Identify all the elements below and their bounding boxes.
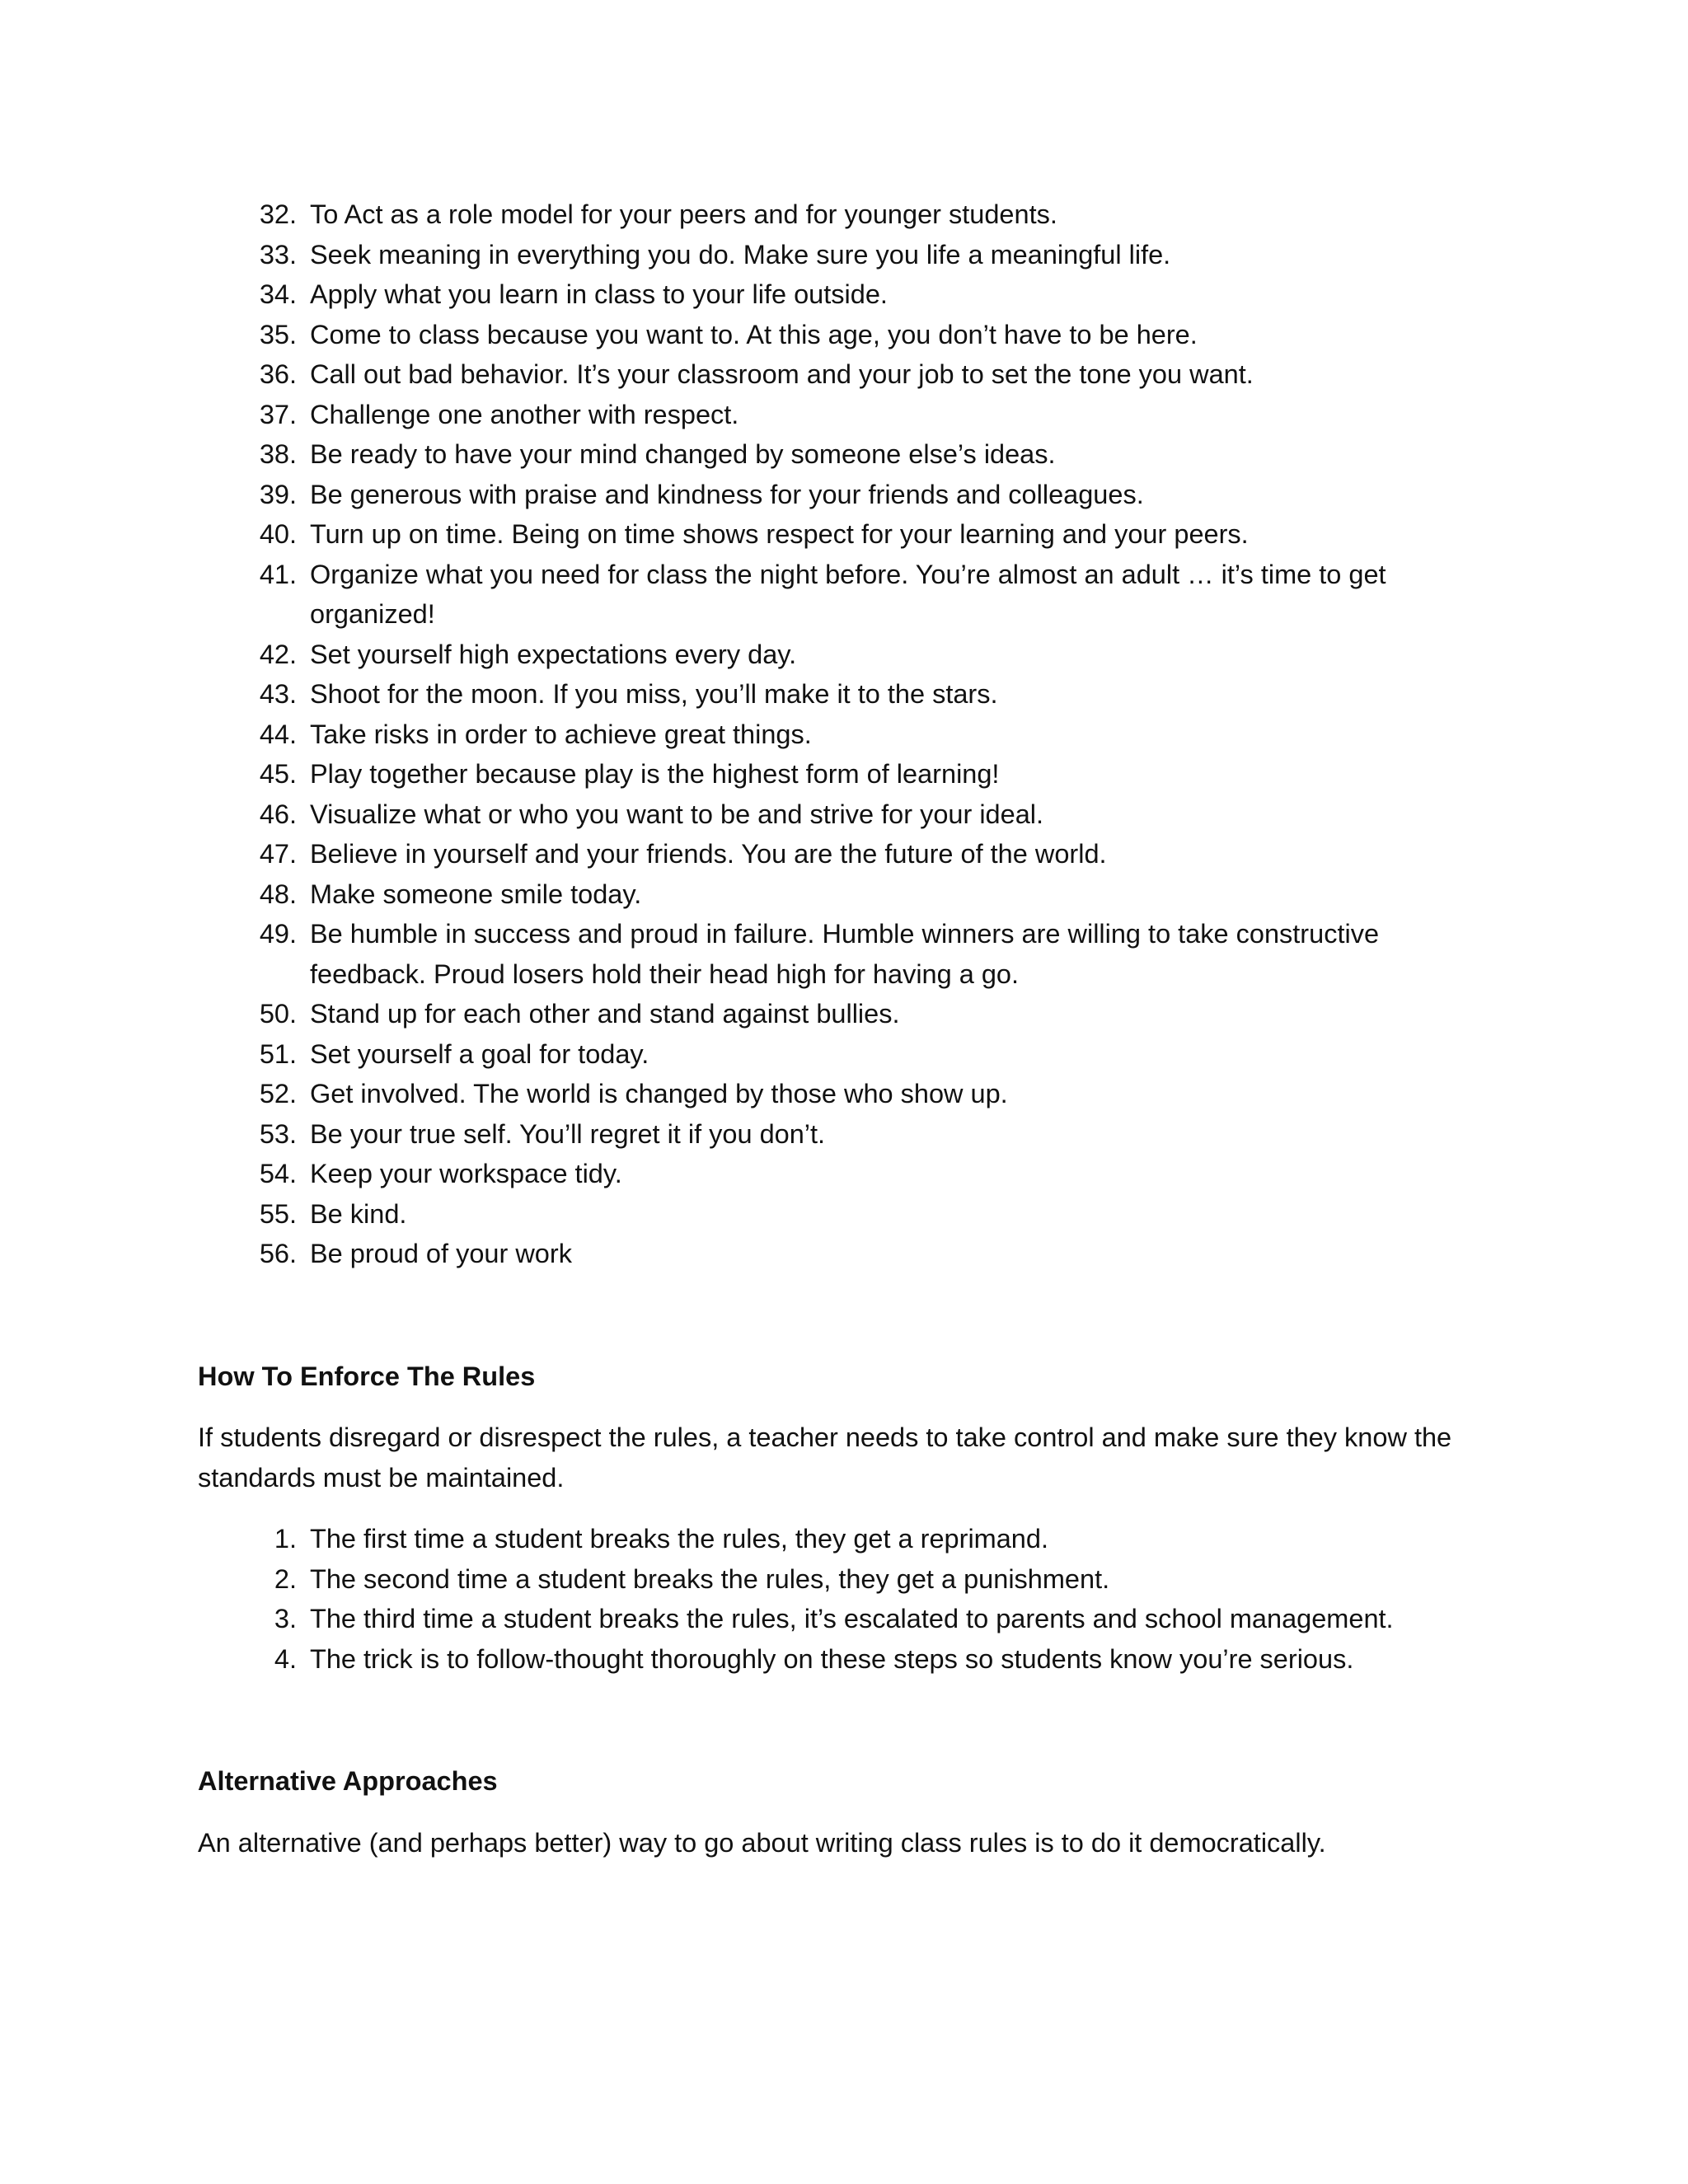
list-item-number-text: 45. bbox=[259, 759, 297, 789]
list-item-text: Be your true self. You’ll regret it if you don’t. bbox=[310, 1118, 826, 1149]
rule-item bbox=[198, 994, 1500, 1034]
list-item-text: Be kind. bbox=[310, 1198, 407, 1229]
rule-item bbox=[198, 475, 1500, 515]
list-item-number bbox=[198, 674, 297, 715]
list-item-text: Call out bad behavior. It’s your classroom and your job to set the tone you want. bbox=[310, 359, 1254, 389]
enforce-step-item bbox=[198, 1639, 1500, 1680]
list-item-number-text: 56. bbox=[259, 1239, 297, 1268]
list-item-text: Set yourself a goal for today. bbox=[310, 1038, 649, 1069]
rule-item bbox=[198, 1154, 1500, 1194]
list-item-text: Organize what you need for class the night before. You’re almost an adult … it’s time to get organized! bbox=[310, 559, 1386, 629]
rule-item bbox=[198, 674, 1500, 715]
rule-item bbox=[198, 555, 1500, 635]
list-item-text: The trick is to follow-thought thoroughly on these steps so students know you’re serious. bbox=[310, 1643, 1354, 1674]
class-rules-list bbox=[198, 194, 1500, 1274]
list-item-text: Be generous with praise and kindness for your friends and colleagues. bbox=[310, 479, 1144, 509]
list-item-text: The third time a student breaks the rules, it’s escalated to parents and school management. bbox=[310, 1604, 1394, 1633]
list-item-text: The first time a student breaks the rules, they get a reprimand. bbox=[310, 1524, 1048, 1554]
list-item-number bbox=[198, 1194, 297, 1235]
list-item-number bbox=[198, 434, 297, 475]
list-item-number bbox=[198, 834, 297, 874]
rule-item bbox=[198, 434, 1500, 475]
list-item-text: Seek meaning in everything you do. Make sure you life a meaningful life. bbox=[310, 239, 1171, 269]
list-item-number-text: 1. bbox=[274, 1524, 297, 1554]
rule-item bbox=[198, 514, 1500, 555]
list-item-number-text: 53. bbox=[259, 1118, 297, 1149]
list-item-number bbox=[198, 635, 297, 675]
rule-item bbox=[198, 834, 1500, 874]
document-content bbox=[198, 194, 1500, 1863]
list-item-number bbox=[198, 1074, 297, 1114]
list-item-text: Visualize what or who you want to be and strive for your ideal. bbox=[310, 799, 1044, 829]
list-item-number-text: 40. bbox=[259, 519, 297, 549]
rule-item bbox=[198, 235, 1500, 275]
list-item-number bbox=[198, 1034, 297, 1075]
list-item-number-text: 33. bbox=[259, 239, 297, 269]
list-item-number-text: 3. bbox=[274, 1604, 297, 1633]
rule-item bbox=[198, 794, 1500, 835]
list-item-number-text: 51. bbox=[259, 1038, 297, 1069]
list-item-number bbox=[198, 994, 297, 1034]
rule-item bbox=[198, 194, 1500, 235]
rule-item bbox=[198, 1074, 1500, 1114]
enforce-heading: How To Enforce The Rules bbox=[198, 1361, 536, 1391]
list-item-number bbox=[198, 555, 297, 635]
rule-item bbox=[198, 1034, 1500, 1075]
enforce-steps-list bbox=[198, 1519, 1500, 1679]
rule-item bbox=[198, 1234, 1500, 1274]
list-item-number-text: 37. bbox=[259, 399, 297, 429]
list-item-text: Turn up on time. Being on time shows respect for your learning and your peers. bbox=[310, 519, 1249, 549]
alternative-intro: An alternative (and perhaps better) way to go about writing class rules is to do it democratically. bbox=[198, 1827, 1326, 1858]
list-item-number bbox=[198, 395, 297, 435]
list-item-number bbox=[198, 1599, 297, 1639]
list-item-number bbox=[198, 1559, 297, 1600]
list-item-text: Shoot for the moon. If you miss, you’ll make it to the stars. bbox=[310, 679, 998, 709]
list-item-number bbox=[198, 514, 297, 555]
list-item-number bbox=[198, 235, 297, 275]
list-item-number-text: 42. bbox=[259, 639, 297, 669]
list-item-number bbox=[198, 715, 297, 755]
list-item-number bbox=[198, 475, 297, 515]
list-item-number-text: 34. bbox=[259, 279, 297, 309]
alternative-heading: Alternative Approaches bbox=[198, 1766, 498, 1796]
list-item-number bbox=[198, 274, 297, 315]
enforce-intro: If students disregard or disrespect the rules, a teacher needs to take control and make sure they know the standards must be maintained. bbox=[198, 1422, 1452, 1493]
enforce-step-item bbox=[198, 1599, 1500, 1639]
rule-item bbox=[198, 754, 1500, 794]
list-item-number-text: 43. bbox=[259, 679, 297, 709]
rule-item bbox=[198, 1194, 1500, 1235]
list-item-number bbox=[198, 354, 297, 395]
rule-item bbox=[198, 715, 1500, 755]
rule-item bbox=[198, 874, 1500, 915]
list-item-number-text: 39. bbox=[259, 479, 297, 509]
list-item-number bbox=[198, 1154, 297, 1194]
rule-item bbox=[198, 914, 1500, 994]
list-item-text: Apply what you learn in class to your life outside. bbox=[310, 279, 888, 309]
list-item-number-text: 44. bbox=[259, 719, 297, 749]
list-item-number bbox=[198, 1234, 297, 1274]
list-item-number bbox=[198, 754, 297, 794]
list-item-number bbox=[198, 874, 297, 915]
list-item-text: To Act as a role model for your peers and for younger students. bbox=[310, 199, 1057, 229]
enforce-step-item bbox=[198, 1519, 1500, 1559]
list-item-text: Take risks in order to achieve great things. bbox=[310, 719, 812, 749]
list-item-number-text: 4. bbox=[274, 1643, 297, 1674]
list-item-text: Be ready to have your mind changed by someone else’s ideas. bbox=[310, 439, 1056, 469]
list-item-text: Make someone smile today. bbox=[310, 879, 642, 909]
list-item-number bbox=[198, 194, 297, 235]
list-item-text: Be proud of your work bbox=[310, 1239, 572, 1268]
list-item-text: Play together because play is the highest form of learning! bbox=[310, 759, 1000, 789]
list-item-number bbox=[198, 1114, 297, 1155]
list-item-number-text: 47. bbox=[259, 839, 297, 869]
list-item-number-text: 49. bbox=[259, 919, 297, 949]
list-item-number-text: 41. bbox=[259, 559, 297, 589]
list-item-number-text: 38. bbox=[259, 439, 297, 469]
rule-item bbox=[198, 395, 1500, 435]
rule-item bbox=[198, 315, 1500, 355]
list-item-number-text: 48. bbox=[259, 879, 297, 909]
list-item-text: Set yourself high expectations every day. bbox=[310, 639, 797, 669]
list-item-number bbox=[198, 315, 297, 355]
list-item-text: Come to class because you want to. At this age, you don’t have to be here. bbox=[310, 319, 1198, 349]
list-item-text: Challenge one another with respect. bbox=[310, 399, 739, 429]
enforce-step-item bbox=[198, 1559, 1500, 1600]
list-item-number-text: 54. bbox=[259, 1159, 297, 1188]
list-item-text: Believe in yourself and your friends. You are the future of the world. bbox=[310, 839, 1107, 869]
rule-item bbox=[198, 354, 1500, 395]
list-item-number-text: 2. bbox=[274, 1563, 297, 1594]
list-item-number-text: 35. bbox=[259, 319, 297, 349]
list-item-number-text: 55. bbox=[259, 1198, 297, 1229]
list-item-number bbox=[198, 914, 297, 994]
list-item-text: Stand up for each other and stand against bullies. bbox=[310, 999, 900, 1029]
list-item-text: Keep your workspace tidy. bbox=[310, 1159, 622, 1188]
list-item-text: Get involved. The world is changed by those who show up. bbox=[310, 1079, 1008, 1108]
rule-item bbox=[198, 1114, 1500, 1155]
list-item-number bbox=[198, 1519, 297, 1559]
list-item-number-text: 50. bbox=[259, 999, 297, 1029]
list-item-number-text: 32. bbox=[259, 199, 297, 229]
list-item-text: Be humble in success and proud in failure. Humble winners are willing to take constructive feedback. Proud losers hold their head high for having a go. bbox=[310, 919, 1380, 989]
list-item-number-text: 36. bbox=[259, 359, 297, 389]
rule-item bbox=[198, 274, 1500, 315]
list-item-number-text: 46. bbox=[259, 799, 297, 829]
list-item-number-text: 52. bbox=[259, 1079, 297, 1108]
rule-item bbox=[198, 635, 1500, 675]
list-item-number bbox=[198, 1639, 297, 1680]
list-item-number bbox=[198, 794, 297, 835]
list-item-text: The second time a student breaks the rules, they get a punishment. bbox=[310, 1563, 1110, 1594]
